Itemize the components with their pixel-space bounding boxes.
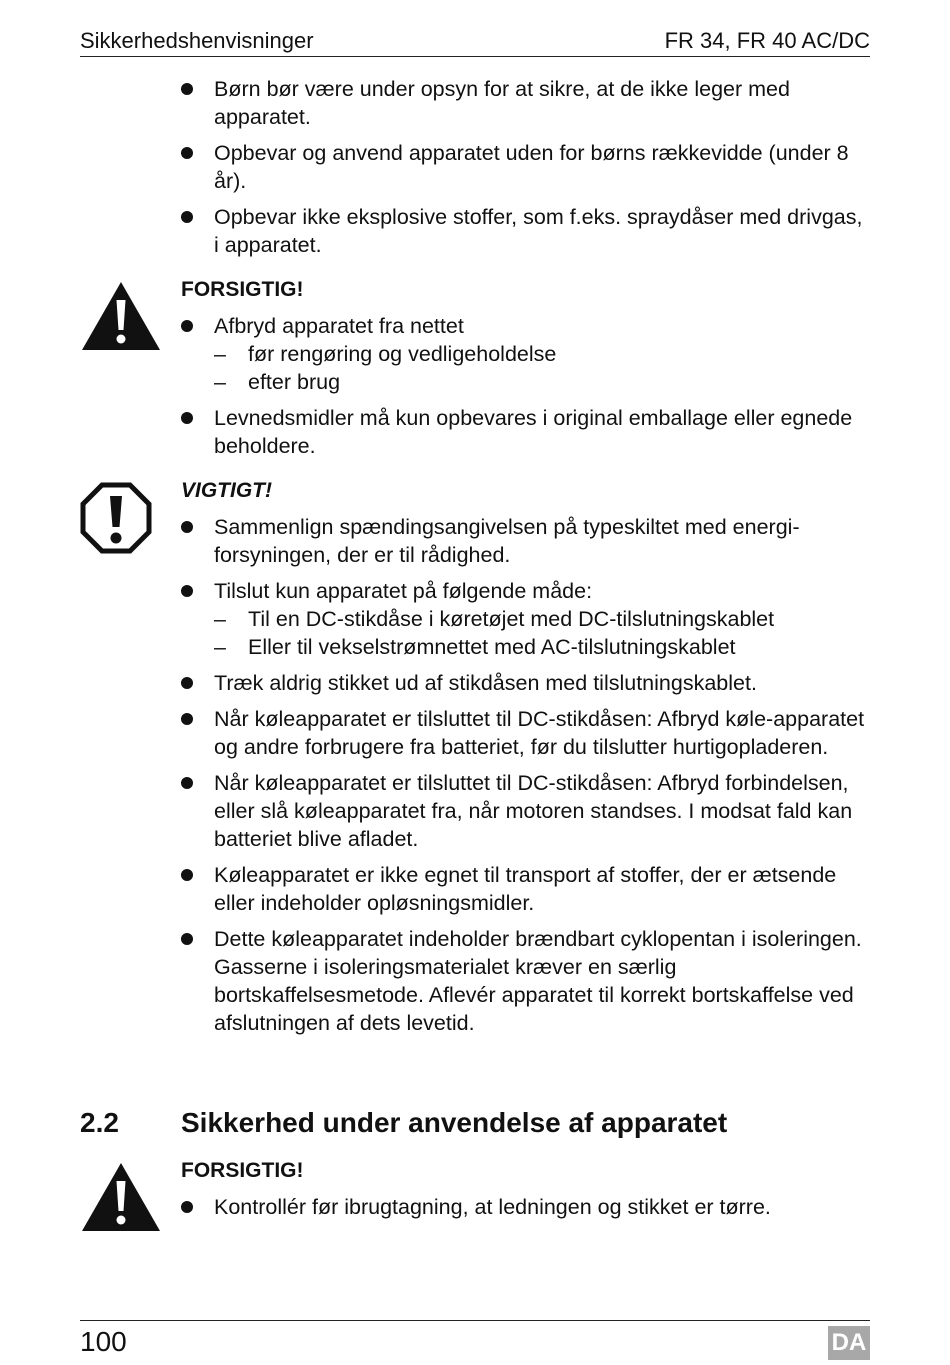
- intro-list: [181, 75, 871, 259]
- sub-list-item: – før rengøring og vedligeholdelse: [214, 340, 871, 368]
- caution-block-2: [181, 1157, 871, 1229]
- caution-block-1: [181, 276, 871, 468]
- section-number: 2.2: [80, 1107, 119, 1138]
- sub-list-item: – efter brug: [214, 368, 871, 396]
- warning-triangle-icon: [80, 1161, 162, 1233]
- caution-list-1: [181, 312, 871, 460]
- section-title: Sikkerhed under anvendelse af apparatet: [181, 1107, 728, 1138]
- header-section-name: Sikkerhedshenvisninger: [80, 28, 314, 53]
- sub-list-item: – Eller til vekselstrømnettet med AC-tilslutningskablet: [214, 633, 871, 661]
- list-item: Levnedsmidler må kun opbevares i original emballage eller egnede beholdere.: [181, 404, 871, 460]
- list-item: Sammenlign spændingsangivelsen på typeskiltet med energi-forsyningen, der er til rådighed.: [181, 513, 871, 569]
- list-item: Opbevar ikke eksplosive stoffer, som f.eks. spraydåser med drivgas, i apparatet.: [181, 203, 871, 259]
- list-item: Når køleapparatet er tilsluttet til DC-stikdåsen: Afbryd køle-apparatet og andre forbrugere fra batteriet, før du tilslutter hurtigopladeren.: [181, 705, 871, 761]
- important-octagon-icon: [80, 482, 152, 554]
- page-footer: [80, 1320, 870, 1365]
- list-item: Kontrollér før ibrugtagning, at ledningen og stikket er tørre.: [181, 1193, 871, 1221]
- important-block: [181, 477, 871, 1045]
- list-item: Dette køleapparatet indeholder brændbart cyklopentan i isoleringen. Gasserne i isoleringsmaterialet kræver en særlig bortskaffelsesmetode. Aflevér apparatet til korrekt bortskaffelse ved afslutningen af dets levetid.: [181, 925, 871, 1037]
- list-item: Opbevar og anvend apparatet uden for børns rækkevidde (under 8 år).: [181, 139, 871, 195]
- list-item: Afbryd apparatet fra nettet – før rengøring og vedligeholdelse – efter brug: [181, 312, 871, 396]
- intro-list-block: [181, 75, 871, 267]
- caution-list-2: [181, 1193, 871, 1221]
- page-header: [80, 24, 870, 57]
- language-badge: DA: [828, 1326, 870, 1360]
- list-item: Når køleapparatet er tilsluttet til DC-stikdåsen: Afbryd forbindelsen, eller slå køleapparatet fra, når motoren standses. I modsat fald kan batteriet blive afladet.: [181, 769, 871, 853]
- important-list: [181, 513, 871, 1037]
- header-model-name: FR 34, FR 40 AC/DC: [664, 28, 870, 53]
- sub-list-item: – Til en DC-stikdåse i køretøjet med DC-tilslutningskablet: [214, 605, 871, 633]
- sub-list: [214, 340, 871, 396]
- list-item: Træk aldrig stikket ud af stikdåsen med tilslutningskablet.: [181, 669, 871, 697]
- important-label: VIGTIGT!: [181, 479, 272, 502]
- caution-label: FORSIGTIG!: [181, 1159, 304, 1182]
- warning-triangle-icon: [80, 280, 162, 352]
- list-item: Børn bør være under opsyn for at sikre, at de ikke leger med apparatet.: [181, 75, 871, 131]
- sub-list: [214, 605, 871, 661]
- list-item: Tilslut kun apparatet på følgende måde: – Til en DC-stikdåse i køretøjet med DC-tilslutningskablet – Eller til vekselstrømnettet med AC-tilslutningskablet: [181, 577, 871, 661]
- page-number: 100: [80, 1326, 127, 1357]
- list-item: Køleapparatet er ikke egnet til transport af stoffer, der er ætsende eller indeholder opløsningsmidler.: [181, 861, 871, 917]
- caution-label: FORSIGTIG!: [181, 278, 304, 301]
